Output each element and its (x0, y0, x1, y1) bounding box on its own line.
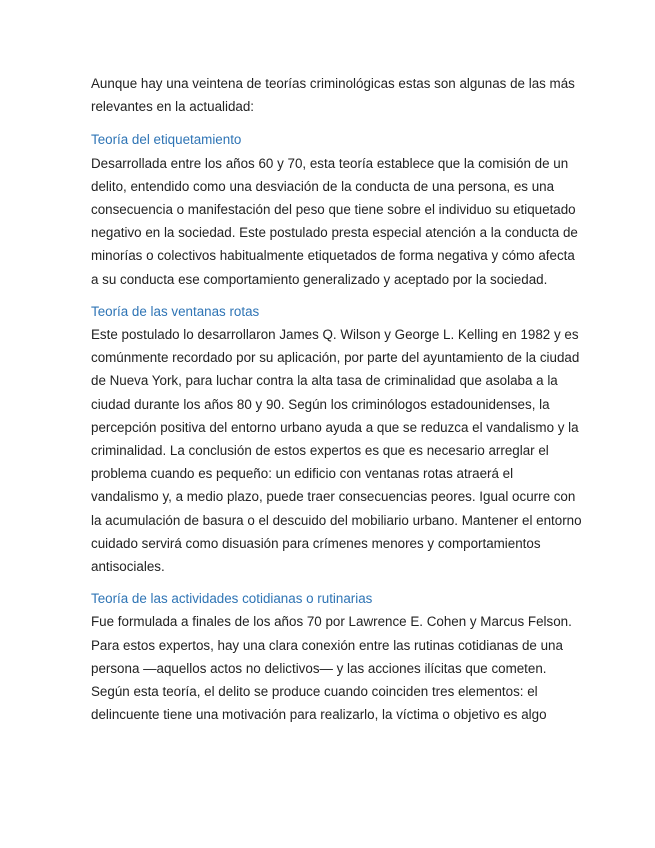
text-line: Este postulado lo desarrollaron James Q. Wilson y George L. Kelling en 1982 y es (91, 327, 579, 343)
text-line: Aunque hay una veintena de teorías criminológicas estas son algunas de las más (91, 76, 575, 91)
text-line: delincuente tiene una motivación para realizarlo, la víctima o objetivo es algo (91, 707, 547, 723)
text-line: consecuencia o manifestación del peso que tiene sobre el individuo su etiquetado (91, 202, 576, 218)
section-ventanas-rotas (91, 300, 582, 578)
intro-paragraph (91, 72, 575, 118)
text-line: de Nueva York, para luchar contra la alta tasa de criminalidad que asolaba a la (91, 373, 558, 389)
text-line: vandalismo y, a medio plazo, puede traer consecuencias peores. Igual ocurre con (91, 489, 576, 505)
text-line: negativo en la sociedad. Este postulado presta especial atención a la conducta de (91, 225, 578, 241)
section-actividades-cotidianas (91, 587, 572, 726)
text-line: problema cuando es pequeño: un edificio con ventanas rotas atraerá el (91, 466, 514, 482)
text-line: Fue formulada a finales de los años 70 por Lawrence E. Cohen y Marcus Felson. (91, 614, 572, 630)
section-body (91, 152, 578, 291)
text-line: Según esta teoría, el delito se produce cuando coinciden tres elementos: el (91, 684, 538, 700)
text-line: delito, entendido como una desviación de la conducta de una persona, es una (91, 178, 555, 194)
text-line: a su conducta ese comportamiento generalizado y aceptado por la sociedad. (91, 271, 548, 287)
section-heading: Teoría de las actividades cotidianas o rutinarias (91, 591, 373, 607)
text-line: minorías o colectivos habitualmente etiquetados de forma negativa y cómo afecta (91, 248, 575, 264)
text-line: ciudad durante los años 80 y 90. Según los criminólogos estadounidenses, la (91, 396, 550, 412)
text-line: Desarrollada entre los años 60 y 70, esta teoría establece que la comisión de un (91, 155, 569, 171)
section-heading: Teoría del etiquetamiento (91, 132, 242, 148)
section-body (91, 610, 572, 726)
section-body (91, 323, 582, 578)
section-etiquetamiento (91, 128, 578, 290)
text-line: Para estos expertos, hay una clara conexión entre las rutinas cotidianas de una (91, 637, 563, 653)
text-line: antisociales. (91, 559, 165, 575)
text-line: criminalidad. La conclusión de estos expertos es que es necesario arreglar el (91, 443, 549, 459)
text-line: persona —aquellos actos no delictivos— y las acciones ilícitas que cometen. (91, 660, 547, 676)
text-line: comúnmente recordado por su aplicación, por parte del ayuntamiento de la ciudad (91, 350, 580, 366)
text-line: cuidado servirá como disuasión para crímenes menores y comportamientos (91, 535, 541, 551)
text-line: percepción positiva del entorno urbano ayuda a que se reduzca el vandalismo y la (91, 419, 579, 435)
section-heading: Teoría de las ventanas rotas (91, 303, 260, 319)
text-line: la acumulación de basura o el descuido del mobiliario urbano. Mantener el entorno (91, 512, 582, 528)
text-line: relevantes en la actualidad: (91, 99, 255, 115)
